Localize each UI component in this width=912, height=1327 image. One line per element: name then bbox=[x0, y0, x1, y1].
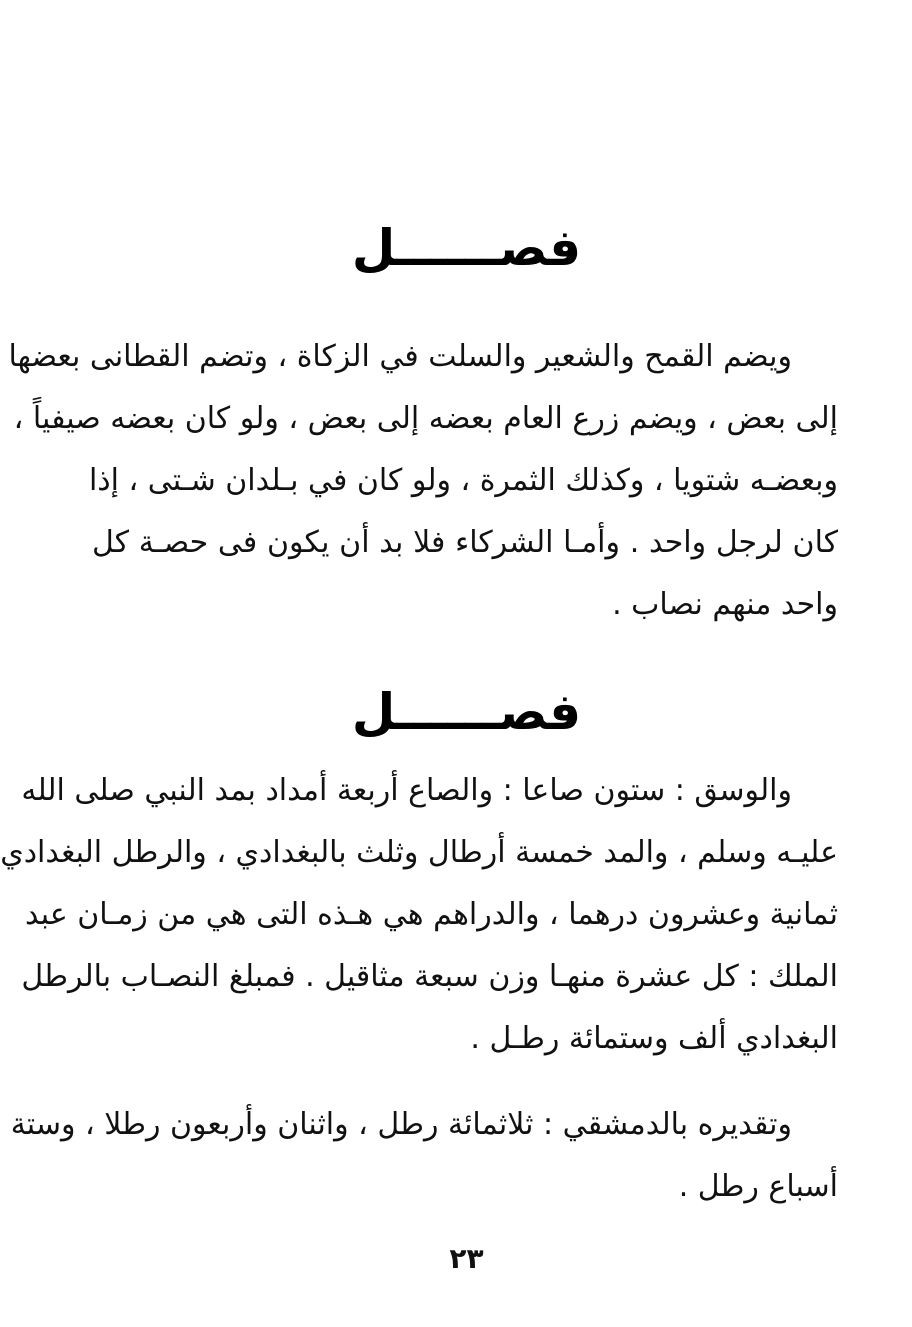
section-heading-1 bbox=[21, 218, 912, 278]
page-number: ٢٣ bbox=[449, 1242, 484, 1275]
section-heading-1-text: فصــــــل bbox=[351, 219, 582, 277]
paragraph-line: الملك : كل عشرة منهـا وزن سبعة مثاقيل . فمبلغ النصـاب بالرطل bbox=[21, 959, 838, 994]
section-heading-2-text: فصــــــل bbox=[351, 683, 582, 741]
paragraph-line: والوسق : ستون صاعا : والصاع أربعة أمداد بمد النبي صلى الله bbox=[21, 773, 792, 808]
section-1-paragraph bbox=[8, 326, 838, 636]
paragraph-line: واحد منهم نصاب . bbox=[612, 587, 838, 622]
section-heading-2 bbox=[21, 682, 912, 742]
paragraph-line: وبعضـه شتويا ، وكذلك الثمرة ، ولو كان في بـلدان شـتى ، إذا bbox=[88, 463, 838, 498]
paragraph-line: أسباع رطل . bbox=[678, 1169, 838, 1204]
paragraph-line: البغدادي ألف وستمائة رطـل . bbox=[470, 1021, 838, 1056]
paragraph-line: ويضم القمح والشعير والسلت في الزكاة ، وتضم القطانى بعضها bbox=[8, 339, 792, 374]
paragraph-line: وتقديره بالدمشقي : ثلاثمائة رطل ، واثنان وأربعون رطلا ، وستة bbox=[10, 1107, 792, 1142]
paragraph-line: كان لرجل واحد . وأمـا الشركاء فلا بد أن يكون فى حصـة كل bbox=[92, 525, 838, 560]
paragraph-line: عليـه وسلم ، والمد خمسة أرطال وثلث بالبغدادي ، والرطل البغدادي bbox=[0, 835, 838, 870]
section-2-paragraph-1 bbox=[0, 760, 838, 1070]
section-2-paragraph-2 bbox=[10, 1094, 838, 1218]
paragraph-line: ثمانية وعشرون درهما ، والدراهم هي هـذه التى هي من زمـان عبد bbox=[25, 897, 838, 932]
paragraph-line: إلى بعض ، ويضم زرع العام بعضه إلى بعض ، ولو كان بعضه صيفياً ، bbox=[13, 401, 838, 436]
